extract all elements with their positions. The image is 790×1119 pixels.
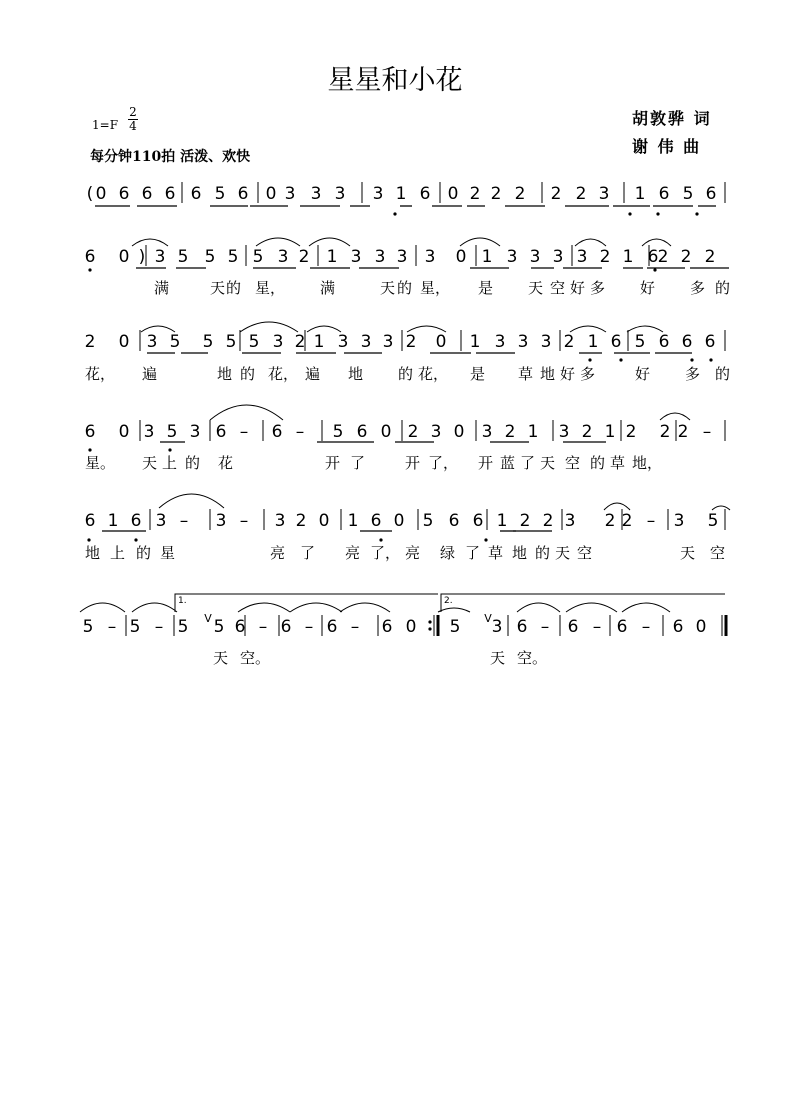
note: 6: [672, 617, 684, 637]
octave-dot: [709, 358, 712, 361]
key-signature: 1=F: [92, 118, 119, 132]
lyric-syllable: 地: [512, 544, 528, 562]
lyric-syllable: 的: [397, 279, 413, 297]
note: 6: [381, 617, 393, 637]
lyric-syllable: 绿: [440, 544, 456, 562]
lyric-syllable: 多: [590, 279, 606, 297]
lyric-syllable: 的: [715, 365, 731, 383]
song-title: 星星和小花: [327, 65, 463, 96]
note: 6: [567, 617, 579, 637]
note: 2: [295, 511, 307, 531]
lyric-syllable: 的: [136, 544, 152, 562]
note: 2: [542, 511, 554, 531]
lyric-syllable: 的: [226, 279, 242, 297]
lyric-syllable: 地: [217, 365, 233, 383]
slur-arc: [80, 603, 125, 612]
dash-extension: –: [154, 617, 164, 637]
note: 3: [673, 511, 685, 531]
note: 0: [435, 332, 447, 352]
note: 6: [356, 422, 368, 442]
breath-mark: V: [484, 612, 492, 625]
slur-arc: [132, 603, 177, 612]
note: 3: [155, 511, 167, 531]
note: 5: [248, 332, 260, 352]
lyric-syllable: 好: [570, 279, 586, 297]
note: 1: [395, 184, 407, 204]
note: 6: [658, 332, 670, 352]
note: 5: [634, 332, 646, 352]
slur-arc: [566, 603, 617, 612]
lyric-syllable: 空: [550, 279, 566, 297]
lyric-syllable: 空: [577, 544, 593, 562]
lyric-syllable: 天: [142, 454, 158, 472]
lyric-syllable: 天: [555, 544, 571, 562]
note: 3: [598, 184, 610, 204]
note: 0: [455, 247, 467, 267]
lyric-syllable: 天: [380, 279, 396, 297]
note: 0: [393, 511, 405, 531]
lyric-syllable: 上: [110, 544, 126, 562]
note: 5: [332, 422, 344, 442]
note: 3: [517, 332, 529, 352]
lyric-syllable: 星，: [420, 279, 451, 297]
note: 2: [407, 422, 419, 442]
note: 1: [527, 422, 539, 442]
octave-dot: [379, 538, 382, 541]
note: 6: [610, 332, 622, 352]
octave-dot: [88, 448, 91, 451]
slur-arc: [309, 238, 350, 246]
dash-extension: –: [350, 617, 360, 637]
octave-dot: [695, 212, 698, 215]
note: 2: [680, 247, 692, 267]
note: 3: [396, 247, 408, 267]
note: 2: [704, 247, 716, 267]
lyric-syllable: 了: [465, 544, 481, 562]
slur-arc: [132, 239, 168, 246]
note: 3: [372, 184, 384, 204]
slur-arc: [622, 603, 670, 612]
note: 3: [284, 184, 296, 204]
note: 2: [469, 184, 481, 204]
lyric-syllable: 多: [690, 279, 706, 297]
slur-arc: [240, 322, 298, 332]
octave-dot: [656, 212, 659, 215]
lyric-syllable: 的: [590, 454, 606, 472]
note: 3: [481, 422, 493, 442]
lyric-syllable: 好: [560, 365, 576, 383]
note: 0: [318, 511, 330, 531]
note: 5: [166, 422, 178, 442]
slur-arc: [517, 603, 560, 612]
note: (: [86, 184, 94, 204]
slur-arc: [290, 603, 342, 612]
lyric-syllable: 了: [300, 544, 316, 562]
note: 6: [472, 511, 484, 531]
lyric-syllable: 花，: [418, 365, 449, 383]
note: 0: [118, 247, 130, 267]
note: 3: [334, 184, 346, 204]
note: 6: [681, 332, 693, 352]
lyric-syllable: 天: [528, 279, 544, 297]
lyric-syllable: 空: [710, 544, 726, 562]
note: 5: [449, 617, 461, 637]
octave-dot: [393, 212, 396, 215]
note: 2: [490, 184, 502, 204]
slur-arc: [159, 494, 224, 508]
lyric-syllable: 满: [154, 279, 170, 297]
note: 3: [360, 332, 372, 352]
lyric-syllable: 天: [540, 454, 556, 472]
note: 3: [430, 422, 442, 442]
note: ): [138, 247, 146, 267]
lyric-syllable: 上: [162, 454, 178, 472]
lyric-syllable: 地: [85, 544, 101, 562]
lyric-syllable: 天: [210, 279, 226, 297]
dash-extension: –: [304, 617, 314, 637]
note: 6: [658, 184, 670, 204]
note: 2: [514, 184, 526, 204]
note: 6: [280, 617, 292, 637]
octave-dot: [619, 358, 622, 361]
note: 5: [252, 247, 264, 267]
note: 1: [622, 247, 634, 267]
lyric-syllable: 空。: [240, 649, 271, 667]
note: 1: [481, 247, 493, 267]
lyric-syllable: 了: [350, 454, 366, 472]
note: 3: [576, 247, 588, 267]
note: 6: [705, 184, 717, 204]
note: 2: [604, 511, 616, 531]
lyric-syllable: 了，: [428, 454, 459, 472]
octave-dot: [168, 448, 171, 451]
lyricist-credit: 胡敦骅 词: [632, 109, 712, 128]
lyric-syllable: 多: [685, 365, 701, 383]
composer-credit: 谢 伟 曲: [632, 137, 702, 156]
note: 6: [84, 422, 96, 442]
dash-extension: –: [702, 422, 712, 442]
dash-extension: –: [107, 617, 117, 637]
lyric-syllable: 草: [488, 544, 504, 562]
note: 3: [552, 247, 564, 267]
note: 3: [506, 247, 518, 267]
note: 5: [177, 617, 189, 637]
note: 2: [625, 422, 637, 442]
note: 2: [677, 422, 689, 442]
note: 1: [469, 332, 481, 352]
lyric-syllable: 的: [185, 454, 201, 472]
lyric-syllable: 亮: [345, 544, 361, 562]
note: 2: [621, 511, 633, 531]
lyric-syllable: 空。: [517, 649, 548, 667]
note: 3: [310, 184, 322, 204]
note: 3: [272, 332, 284, 352]
note: 0: [118, 332, 130, 352]
slur-arc: [642, 239, 671, 246]
note: 1: [347, 511, 359, 531]
lyric-syllable: 亮: [405, 544, 421, 562]
note: 2: [575, 184, 587, 204]
note: 6: [234, 617, 246, 637]
note: 5: [213, 617, 225, 637]
note: 5: [169, 332, 181, 352]
note: 2: [504, 422, 516, 442]
lyric-syllable: 开: [405, 454, 421, 472]
lyric-syllable: 星。: [85, 454, 116, 472]
octave-dot: [134, 538, 137, 541]
note: 3: [558, 422, 570, 442]
note: 0: [447, 184, 459, 204]
note: 1: [496, 511, 508, 531]
lyric-syllable: 蓝: [500, 454, 516, 472]
dash-extension: –: [592, 617, 602, 637]
note: 3: [540, 332, 552, 352]
note: 6: [141, 184, 153, 204]
slur-arc: [575, 239, 606, 246]
lyric-syllable: 遍: [142, 365, 158, 383]
note: 3: [374, 247, 386, 267]
lyric-syllable: 好: [635, 365, 651, 383]
note: 3: [277, 247, 289, 267]
volta-number: 1.: [178, 596, 187, 606]
note: 5: [227, 247, 239, 267]
repeat-dot: [428, 620, 431, 623]
dash-extension: –: [239, 422, 249, 442]
octave-dot: [588, 358, 591, 361]
lyric-syllable: 草: [518, 365, 534, 383]
note: 6: [647, 247, 659, 267]
lyric-syllable: 的: [240, 365, 256, 383]
volta-number: 2.: [444, 596, 453, 606]
note: 2: [657, 247, 669, 267]
note: 5: [707, 511, 719, 531]
octave-dot: [653, 268, 656, 271]
note: 3: [143, 422, 155, 442]
note: 6: [370, 511, 382, 531]
dash-extension: –: [641, 617, 651, 637]
note: 5: [214, 184, 226, 204]
note: 0: [265, 184, 277, 204]
note: 1: [587, 332, 599, 352]
slur-arc: [438, 608, 470, 612]
volta-bracket: [175, 594, 438, 612]
lyric-syllable: 开: [478, 454, 494, 472]
octave-dot: [87, 538, 90, 541]
note: 6: [164, 184, 176, 204]
lyric-syllable: 的: [715, 279, 731, 297]
note: 2: [581, 422, 593, 442]
note: 2: [519, 511, 531, 531]
note: 1: [326, 247, 338, 267]
note: 5: [129, 617, 141, 637]
octave-dot: [628, 212, 631, 215]
note: 5: [682, 184, 694, 204]
slur-arc: [604, 503, 630, 510]
note: 5: [225, 332, 237, 352]
note: 3: [189, 422, 201, 442]
lyric-syllable: 地: [348, 365, 364, 383]
lyric-syllable: 了: [520, 454, 536, 472]
note: 6: [130, 511, 142, 531]
dash-extension: –: [258, 617, 268, 637]
note: 0: [453, 422, 465, 442]
dash-extension: –: [540, 617, 550, 637]
note: 3: [146, 332, 158, 352]
octave-dot: [484, 538, 487, 541]
note: 3: [529, 247, 541, 267]
note: 3: [564, 511, 576, 531]
lyric-syllable: 亮: [270, 544, 286, 562]
dash-extension: –: [646, 511, 656, 531]
note: 3: [491, 617, 503, 637]
lyric-syllable: 地，: [632, 454, 663, 472]
lyric-syllable: 满: [320, 279, 336, 297]
lyric-syllable: 星: [160, 544, 176, 562]
time-signature-top: 2: [129, 105, 137, 119]
lyric-syllable: 多: [580, 365, 596, 383]
octave-dot: [690, 358, 693, 361]
note: 3: [337, 332, 349, 352]
note: 5: [202, 332, 214, 352]
note: 1: [313, 332, 325, 352]
lyric-syllable: 草: [610, 454, 626, 472]
note: 3: [350, 247, 362, 267]
tempo-marking: 每分钟110拍 活泼、欢快: [90, 149, 251, 165]
note: 5: [422, 511, 434, 531]
lyric-syllable: 星，: [255, 279, 286, 297]
note: 2: [563, 332, 575, 352]
note: 2: [550, 184, 562, 204]
slur-arc: [340, 603, 390, 612]
slur-arc: [256, 238, 300, 246]
slur-arc: [660, 413, 690, 420]
note: 6: [326, 617, 338, 637]
lyric-syllable: 花，: [268, 365, 299, 383]
slur-arc: [238, 603, 290, 612]
note: 6: [516, 617, 528, 637]
note: 3: [424, 247, 436, 267]
note: 6: [704, 332, 716, 352]
note: 3: [154, 247, 166, 267]
dash-extension: –: [295, 422, 305, 442]
lyric-syllable: 了，: [370, 544, 401, 562]
note: 1: [604, 422, 616, 442]
slur-arc: [712, 506, 730, 510]
lyric-syllable: 遍: [305, 365, 321, 383]
note: 2: [599, 247, 611, 267]
lyric-syllable: 天: [213, 649, 229, 667]
lyric-syllable: 空: [565, 454, 581, 472]
lyric-syllable: 好: [640, 279, 656, 297]
lyric-syllable: 花，: [85, 365, 116, 383]
note: 6: [616, 617, 628, 637]
note: 0: [695, 617, 707, 637]
note: 6: [271, 422, 283, 442]
lyric-syllable: 的: [398, 365, 414, 383]
note: 3: [382, 332, 394, 352]
slur-arc: [460, 238, 500, 246]
lyric-syllable: 是: [478, 279, 494, 297]
lyric-syllable: 是: [470, 365, 486, 383]
dash-extension: –: [239, 511, 249, 531]
note: 3: [215, 511, 227, 531]
note: 2: [405, 332, 417, 352]
note: 5: [177, 247, 189, 267]
note: 5: [204, 247, 216, 267]
note: 3: [274, 511, 286, 531]
breath-mark: V: [204, 612, 212, 625]
slur-arc: [210, 405, 283, 420]
note: 3: [494, 332, 506, 352]
note: 0: [405, 617, 417, 637]
note: 6: [448, 511, 460, 531]
time-signature-bottom: 4: [129, 119, 137, 133]
note: 5: [82, 617, 94, 637]
note: 2: [84, 332, 96, 352]
note: 6: [237, 184, 249, 204]
note: 6: [215, 422, 227, 442]
dash-extension: –: [179, 511, 189, 531]
note: 0: [118, 422, 130, 442]
note: 6: [84, 247, 96, 267]
note: 1: [107, 511, 119, 531]
note: 6: [118, 184, 130, 204]
lyric-syllable: 天: [680, 544, 696, 562]
lyric-syllable: 开: [325, 454, 341, 472]
note: 0: [95, 184, 107, 204]
note: 6: [84, 511, 96, 531]
lyric-syllable: 地: [540, 365, 556, 383]
lyric-syllable: 花: [218, 454, 234, 472]
note: 2: [298, 247, 310, 267]
note: 6: [190, 184, 202, 204]
note: 6: [419, 184, 431, 204]
note: 0: [380, 422, 392, 442]
volta-bracket: [441, 594, 725, 612]
repeat-dot: [428, 627, 431, 630]
octave-dot: [88, 268, 91, 271]
note: 2: [659, 422, 671, 442]
lyric-syllable: 天: [490, 649, 506, 667]
lyric-syllable: 的: [535, 544, 551, 562]
note: 2: [294, 332, 306, 352]
note: 1: [634, 184, 646, 204]
